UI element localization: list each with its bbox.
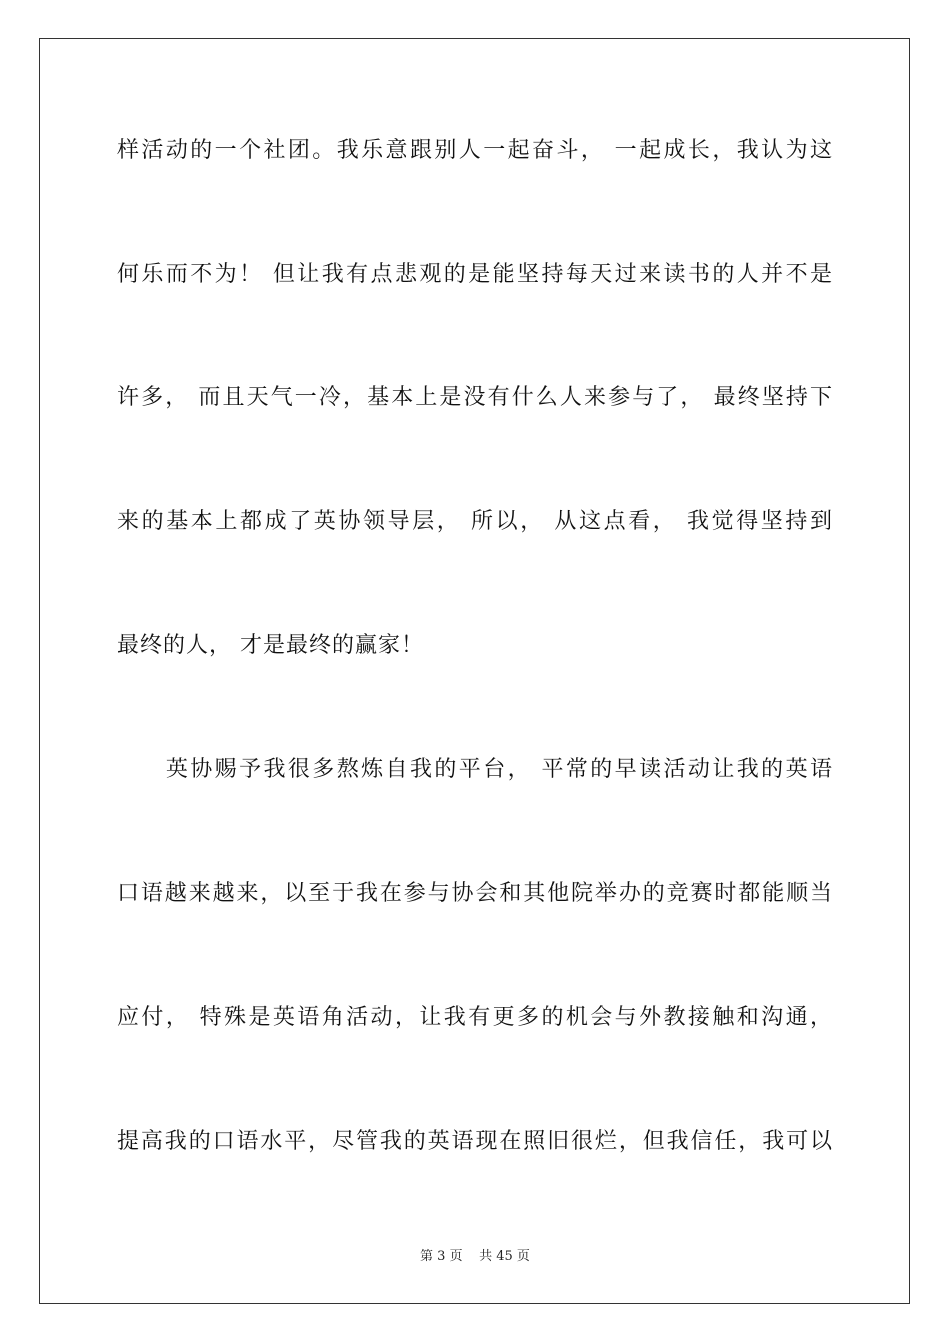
text-line-4: 来的基本上都成了英协领导层， 所以， 从这点看， 我觉得坚持到 [117,509,833,534]
page-number: 第 3 页 [420,1249,463,1264]
text-line-9: 提高我的口语水平，尽管我的英语现在照旧很烂，但我信任，我可以 [117,1129,833,1154]
page-border [39,38,910,1304]
text-line-7: 口语越来越来，以至于我在参与协会和其他院举办的竞赛时都能顺当 [117,881,833,906]
text-line-6: 英协赐予我很多熬炼自我的平台， 平常的早读活动让我的英语 [117,757,833,782]
page-total: 共 45 页 [479,1249,530,1264]
text-line-2: 何乐而不为！ 但让我有点悲观的是能坚持每天过来读书的人并不是 [117,262,833,287]
text-line-3: 许多， 而且天气一冷，基本上是没有什么人来参与了， 最终坚持下 [117,385,833,410]
text-line-5: 最终的人， 才是最终的赢家！ [117,633,424,658]
page-footer [0,1248,950,1266]
text-line-1: 样活动的一个社团。我乐意跟别人一起奋斗， 一起成长，我认为这 [117,138,833,163]
text-line-8: 应付， 特殊是英语角活动，让我有更多的机会与外教接触和沟通， [117,1005,833,1030]
